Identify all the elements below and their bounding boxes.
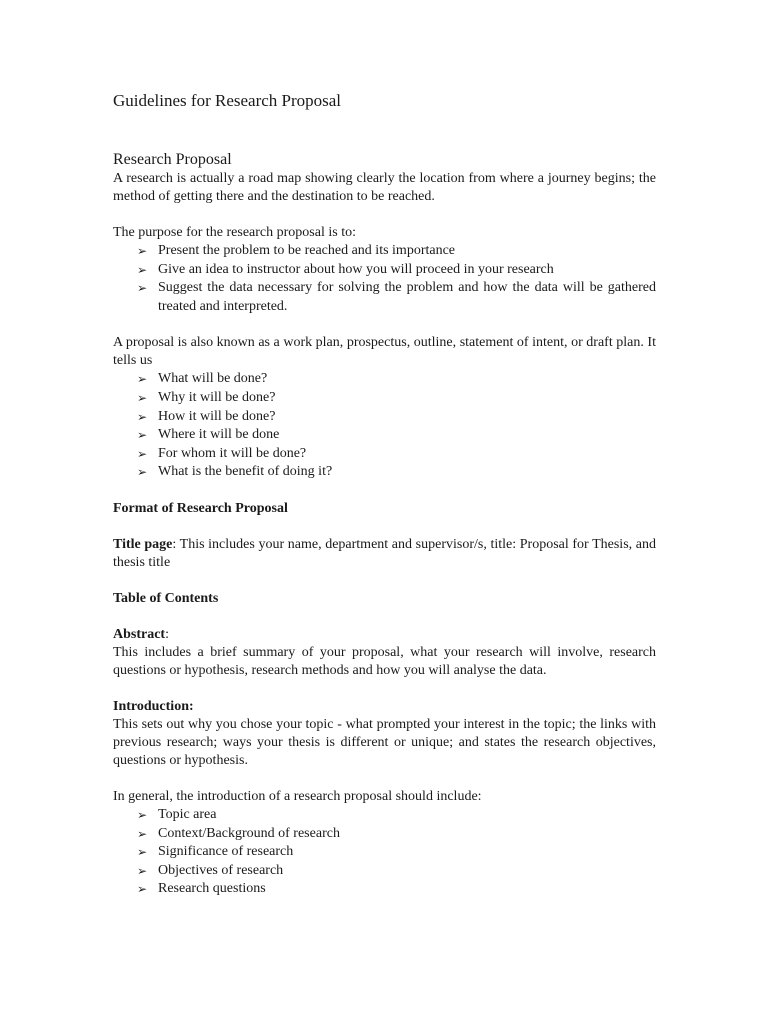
list-item: ➢ Suggest the data necessary for solving the problem and how the data will be gathered treated and interpreted. <box>137 280 656 314</box>
list-item: ➢ What will be done? <box>137 370 656 389</box>
arrow-bullet-icon: ➢ <box>137 244 148 258</box>
abstract-colon: : <box>165 626 169 642</box>
abstract-paragraph: This includes a brief summary of your proposal, what your research will involve, research questions or hypothesis, research methods and how you will analyse the data. <box>113 644 656 678</box>
document-title: Guidelines for Research Proposal <box>113 91 342 110</box>
arrow-bullet-icon: ➢ <box>137 409 148 424</box>
toc-heading: Table of Contents <box>113 590 219 606</box>
list-item: ➢ For whom it will be done? <box>137 445 656 464</box>
arrow-bullet-icon: ➢ <box>137 281 148 296</box>
arrow-bullet-icon: ➢ <box>137 845 148 860</box>
introduction-include-list <box>113 806 656 899</box>
list-item: ➢ Why it will be done? <box>137 389 656 408</box>
arrow-bullet-icon: ➢ <box>137 826 148 841</box>
list-item: ➢ Objectives of research <box>137 862 656 881</box>
list-item: ➢ Present the problem to be reached and its importance <box>137 242 656 261</box>
arrow-bullet-icon: ➢ <box>137 807 148 822</box>
arrow-bullet-icon: ➢ <box>137 428 148 443</box>
arrow-bullet-icon: ➢ <box>137 372 148 387</box>
purpose-lead-paragraph: The purpose for the research proposal is to: <box>113 225 356 240</box>
aka-paragraph: A proposal is also known as a work plan, prospectus, outline, statement of intent, or draft plan. It tells us <box>113 335 656 369</box>
arrow-bullet-icon: ➢ <box>137 465 148 480</box>
title-page-label: Title page <box>113 536 173 552</box>
arrow-bullet-icon: ➢ <box>137 446 148 461</box>
introduction-paragraph: This sets out why you chose your topic - what prompted your interest in the topic; the links with previous research; ways your thesis is different or unique; and states the research objectives, questions or hypothesis. <box>113 716 656 768</box>
arrow-bullet-icon: ➢ <box>137 390 148 405</box>
research-definition-paragraph: A research is actually a road map showing clearly the location from where a journey begins; the method of getting there and the destination to be reached. <box>113 171 656 204</box>
list-item: ➢ Topic area <box>137 806 656 825</box>
list-item: ➢ Research questions <box>137 880 656 899</box>
list-item: ➢ How it will be done? <box>137 408 656 427</box>
list-item: ➢ Context/Background of research <box>137 825 656 844</box>
list-item: ➢ Give an idea to instructor about how you will proceed in your research <box>137 261 656 280</box>
title-page-paragraph <box>113 536 656 572</box>
list-item: ➢ Significance of research <box>137 843 656 862</box>
section-heading-research-proposal: Research Proposal <box>113 151 232 168</box>
arrow-bullet-icon: ➢ <box>137 262 148 277</box>
title-page-text: : This includes your name, department and supervisor/s, title: Proposal for Thesis, and thesis title <box>113 536 656 570</box>
introduction-heading: Introduction: <box>113 698 194 714</box>
list-item: ➢ Where it will be done <box>137 426 656 445</box>
arrow-bullet-icon: ➢ <box>137 863 148 878</box>
abstract-label: Abstract <box>113 626 166 642</box>
general-lead-paragraph: In general, the introduction of a research proposal should include: <box>113 788 482 804</box>
purpose-list <box>113 242 656 316</box>
format-heading: Format of Research Proposal <box>113 500 288 516</box>
abstract-heading-line <box>113 626 656 644</box>
arrow-bullet-icon: ➢ <box>137 882 148 897</box>
tells-us-list <box>113 370 656 482</box>
list-item: ➢ What is the benefit of doing it? <box>137 463 656 482</box>
